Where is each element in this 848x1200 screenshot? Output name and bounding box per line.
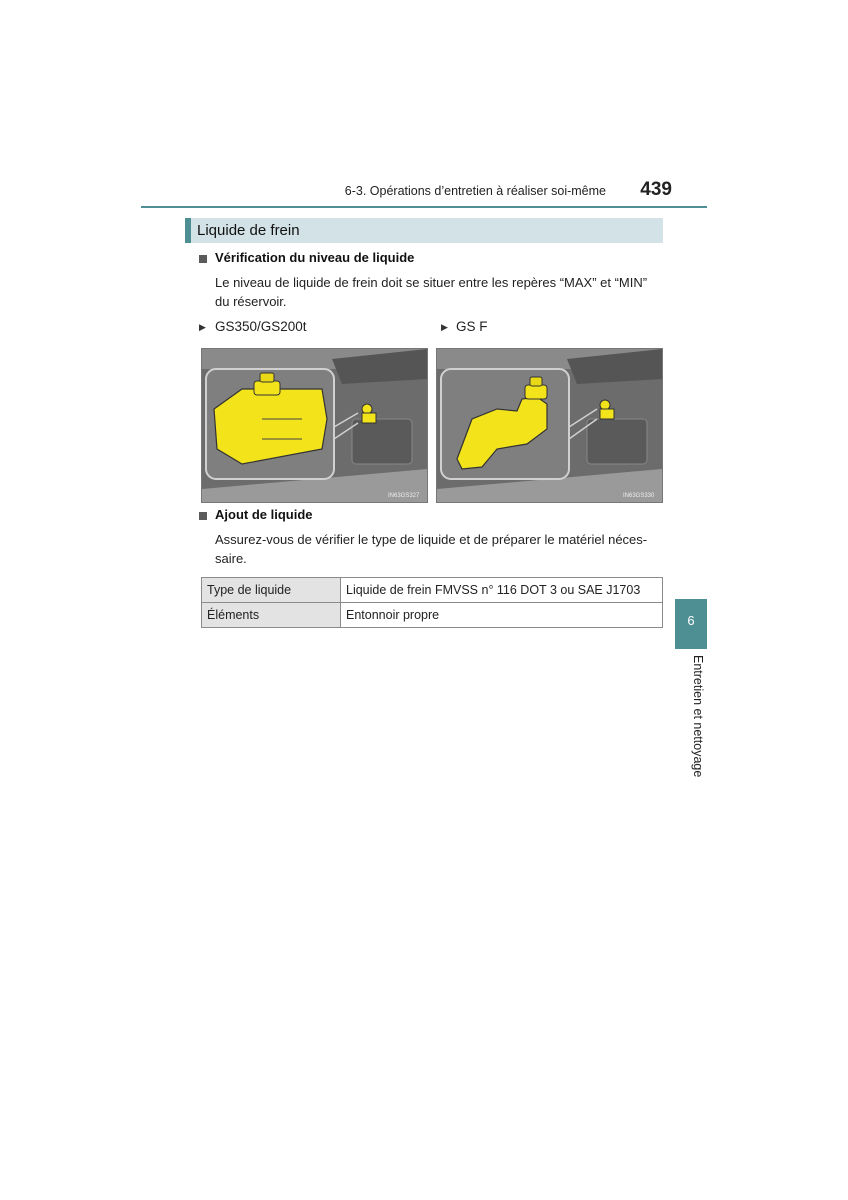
page-number: 439 <box>640 179 672 200</box>
adding-paragraph-line1: Assurez-vous de vérifier le type de liquide et de préparer le matériel néces- <box>215 532 648 547</box>
section-heading-text: Liquide de frein <box>197 222 300 239</box>
triangle-bullet-icon: ▶ <box>441 322 448 332</box>
engine-bay-photo-gsf <box>436 348 663 503</box>
header-section-title: 6-3. Opérations d’entretien à réaliser soi-même <box>344 184 606 198</box>
photo-code-gs350: IN63GS327 <box>388 493 420 499</box>
bullet-square-icon <box>199 512 207 520</box>
table-label-cell: Type de liquide <box>202 578 341 603</box>
level-check-subheading: Vérification du niveau de liquide <box>215 250 415 265</box>
adding-paragraph-line2: saire. <box>215 551 247 566</box>
table-row <box>202 578 663 603</box>
section-heading-accent <box>185 218 191 243</box>
table-label-cell: Éléments <box>202 603 341 628</box>
header-rule <box>141 206 707 208</box>
photo-code-gsf: IN63GS330 <box>623 493 655 499</box>
variant-label-gs350: GS350/GS200t <box>215 319 307 334</box>
table-value-cell: Entonnoir propre <box>341 603 663 628</box>
spec-table <box>201 577 663 628</box>
engine-bay-photo-gs350 <box>201 348 428 503</box>
level-check-paragraph-line2: du réservoir. <box>215 294 287 309</box>
chapter-side-title: Entretien et nettoyage <box>691 655 705 778</box>
table-row <box>202 603 663 628</box>
triangle-bullet-icon: ▶ <box>199 322 206 332</box>
chapter-tab[interactable]: 6 <box>675 599 707 649</box>
table-value-cell: Liquide de frein FMVSS n° 116 DOT 3 ou SAE J1703 <box>341 578 663 603</box>
level-check-paragraph-line1: Le niveau de liquide de frein doit se situer entre les repères “MAX” et “MIN” <box>215 275 648 290</box>
section-heading <box>185 218 663 243</box>
bullet-square-icon <box>199 255 207 263</box>
adding-subheading: Ajout de liquide <box>215 507 313 522</box>
variant-label-gsf: GS F <box>456 319 488 334</box>
